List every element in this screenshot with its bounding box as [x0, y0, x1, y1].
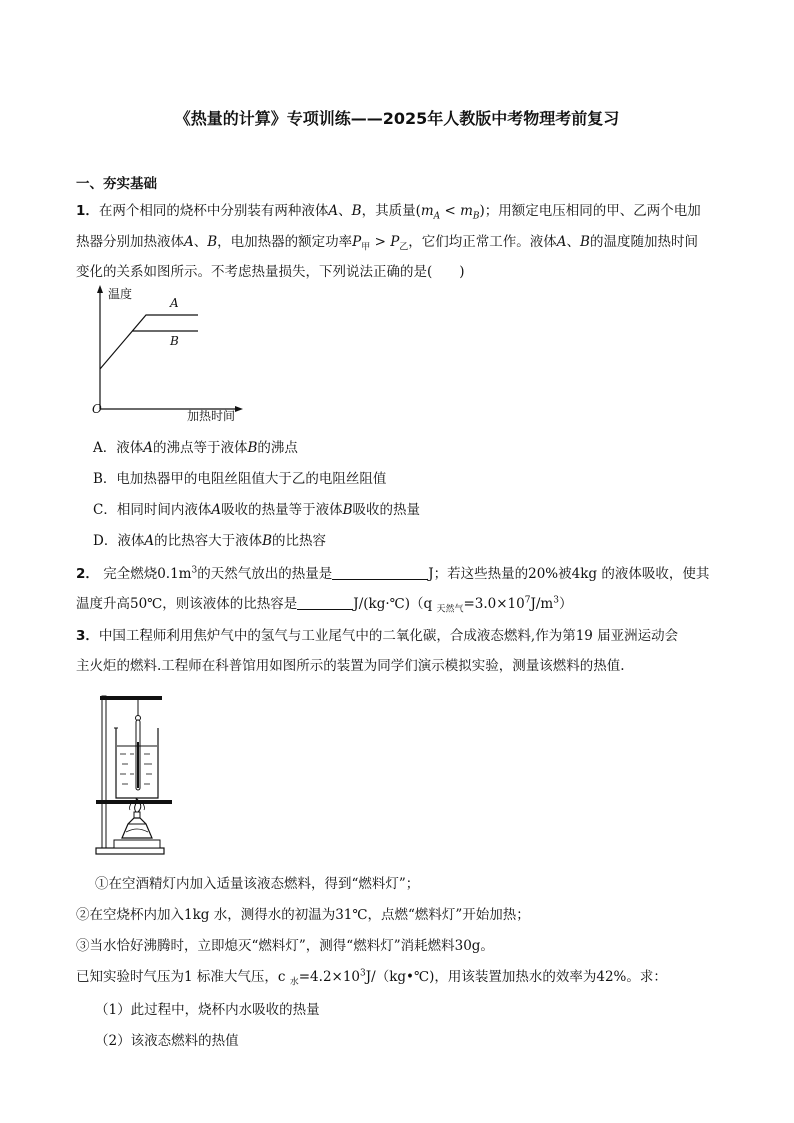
- sub-b: B: [472, 211, 480, 222]
- opt-text: 的比热容: [272, 533, 326, 549]
- sup: 3: [360, 968, 366, 979]
- section-heading: 一、夯实基础: [76, 176, 157, 192]
- var-a: A: [144, 533, 155, 549]
- q3-line-1: [76, 624, 678, 644]
- sub: 天然气: [436, 604, 464, 615]
- heating-apparatus-illustration: [92, 690, 184, 860]
- var-a: A: [184, 234, 194, 250]
- answer-blank-1[interactable]: [332, 565, 428, 580]
- opt-text: 吸收的热量: [352, 502, 421, 518]
- opt-text: D．液体: [93, 533, 145, 549]
- var-a: A: [328, 203, 339, 219]
- q1-line-3: 变化的关系如图所示。不考虑热量损失，下列说法正确的是( ): [76, 264, 465, 280]
- q3-number: 3．: [76, 628, 99, 644]
- var-a: A: [211, 502, 222, 518]
- opt-text: 的沸点: [257, 440, 298, 456]
- temperature-time-graph: [88, 283, 258, 423]
- option-c: [93, 498, 420, 518]
- q3-step-2: ②在空烧杯内加入1kg 水，测得水的初温为31℃，点燃“燃料灯”开始加热；: [76, 907, 530, 923]
- q1-text: 热器分别加热液体: [76, 234, 184, 250]
- q3-text: =4.2×10: [298, 969, 361, 985]
- sup: 3: [191, 565, 198, 576]
- lamp-block: [114, 840, 160, 848]
- opt-text: 的沸点等于液体: [153, 440, 248, 456]
- q1-text: ，电加热器的额定功率: [217, 234, 353, 250]
- x-axis-arrow: [235, 406, 243, 412]
- var-b: B: [262, 533, 272, 549]
- q2-text: J；若这些热量的20%被4kg 的液体吸收，使其: [428, 566, 710, 582]
- sub-jia: 甲: [361, 242, 371, 253]
- q3-text: J/（kg•℃)，用该装置加热水的效率为42%。求：: [365, 969, 667, 985]
- less-than: <: [440, 203, 461, 219]
- label-b: B: [170, 334, 179, 348]
- q1-text: ，其质量(: [361, 203, 421, 219]
- sep: 、: [566, 234, 581, 250]
- stand-pole: [102, 696, 106, 848]
- var-m: m: [460, 203, 473, 219]
- q3-given: [76, 965, 667, 988]
- q2-text: ）: [558, 596, 573, 612]
- q1-line-1: [76, 199, 701, 222]
- q1-text: 在两个相同的烧杯中分别装有两种液体: [98, 203, 329, 219]
- q3-sub-1: （1）此过程中，烧杯内水吸收的热量: [95, 1002, 320, 1018]
- opt-text: C．相同时间内液体: [93, 502, 212, 518]
- q2-text: 温度升高50℃，则该液体的比热容是: [76, 596, 298, 612]
- opt-text: A．液体: [93, 440, 144, 456]
- x-axis-label: 加热时间: [187, 409, 236, 423]
- var-b: B: [342, 502, 353, 518]
- q2-line-2: [76, 592, 572, 615]
- opt-text: 吸收的热量等于液体: [221, 502, 343, 518]
- sub-a: A: [433, 211, 441, 222]
- q2-text: 完全燃烧0.1m: [98, 566, 192, 582]
- q1-line-2: [76, 230, 698, 253]
- var-a: A: [556, 234, 567, 250]
- q3-text: 中国工程师利用焦炉气中的氢气与工业尾气中的二氧化碳，合成液态燃料,作为第19 届亚洲运动会: [98, 628, 679, 644]
- sub: 水: [289, 977, 299, 988]
- q2-text: =3.0×10: [463, 596, 525, 612]
- var-m: m: [420, 203, 434, 219]
- q2-number: 2．: [76, 566, 99, 582]
- fuel-lamp: [122, 818, 152, 838]
- answer-blank-2[interactable]: [297, 595, 353, 610]
- q3-text: 已知实验时气压为1 标准大气压，c: [76, 969, 290, 985]
- q1-text: ，它们均正常工作。液体: [408, 234, 557, 250]
- var-b: B: [580, 234, 590, 250]
- line-a: [100, 315, 198, 369]
- var-b: B: [351, 203, 362, 219]
- q3-sub-2: （2）该液态燃料的热值: [95, 1033, 239, 1049]
- stand-base: [96, 848, 164, 854]
- var-p: P: [352, 234, 362, 250]
- q1-text: 的温度随加热时间: [589, 234, 698, 250]
- q1-number: 1．: [76, 203, 99, 219]
- top-arm: [100, 696, 162, 700]
- q2-line-1: [76, 562, 709, 582]
- origin-label: O: [92, 402, 102, 416]
- lamp-wick: [134, 812, 140, 818]
- q2-text: J/m: [530, 596, 554, 612]
- ring-platform: [96, 800, 172, 804]
- y-axis-arrow: [97, 285, 103, 293]
- var-a: A: [143, 440, 153, 456]
- sep: 、: [193, 234, 208, 250]
- sup: 3: [553, 595, 559, 606]
- q3-line-2: 主火炬的燃料.工程师在科普馆用如图所示的装置为同学们演示模拟实验，测量该燃料的热值.: [76, 658, 625, 674]
- opt-text: 的比热容大于液体: [154, 533, 263, 549]
- q3-step-1: ①在空酒精灯内加入适量该液态燃料，得到“燃料灯”；: [95, 876, 420, 892]
- q3-step-3: ③当水恰好沸腾时，立即熄灭“燃料灯”，测得“燃料灯”消耗燃料30g。: [76, 938, 494, 954]
- option-d: [93, 529, 326, 549]
- var-b: B: [207, 234, 218, 250]
- y-axis-label: 温度: [108, 287, 133, 301]
- sep: 、: [338, 203, 352, 219]
- var-p: P: [390, 234, 400, 250]
- greater-than: >: [370, 234, 391, 250]
- page-title: 《热量的计算》专项训练——2025年人教版中考物理考前复习: [174, 109, 620, 128]
- q1-text: )；用额定电压相同的甲、乙两个电加: [479, 203, 701, 219]
- var-b: B: [247, 440, 258, 456]
- sub-yi: 乙: [399, 242, 409, 253]
- sup: 7: [524, 595, 531, 606]
- option-b: B．电加热器甲的电阻丝阻值大于乙的电阻丝阻值: [93, 471, 387, 487]
- option-a: [93, 436, 298, 456]
- label-a: A: [170, 296, 179, 310]
- q2-text: 的天然气放出的热量是: [197, 566, 333, 582]
- q2-text: J/(kg·℃)（q: [353, 596, 437, 612]
